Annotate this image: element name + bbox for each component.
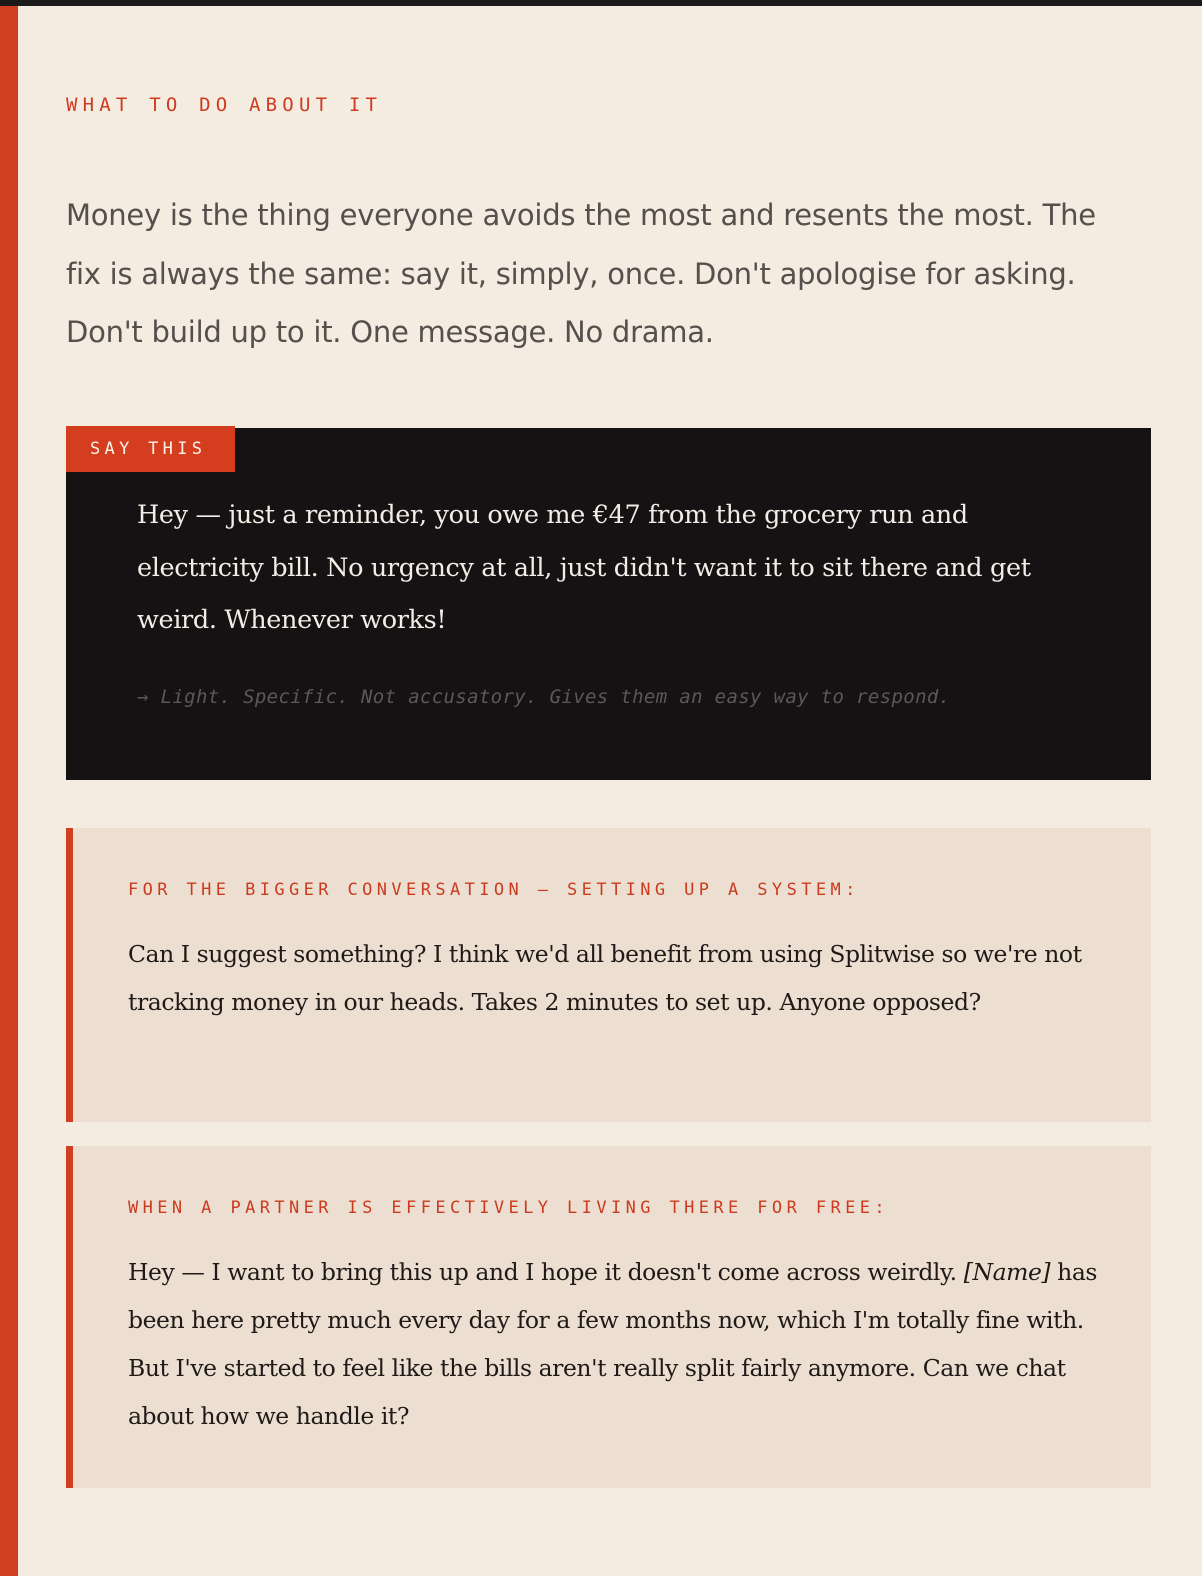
- section-label: WHAT TO DO ABOUT IT: [66, 94, 383, 116]
- say-this-note: → Light. Specific. Not accusatory. Gives them an easy way to respond.: [137, 686, 951, 708]
- card-text: [128, 1248, 1113, 1440]
- say-this-tag: SAY THIS: [66, 426, 235, 472]
- card-text-end: has been here pretty much every day for a few months now, which I'm totally fine with. But I've started to feel like the bills aren't really split fairly anymore. Can we chat about how we handle it?: [128, 1258, 1098, 1430]
- script-card-partner: [66, 1146, 1151, 1488]
- card-text-start: Hey — I want to bring this up and I hope it doesn't come across weirdly.: [128, 1258, 964, 1286]
- intro-paragraph: Money is the thing everyone avoids the most and resents the most. The fix is always the same: say it, simply, once. Don't apologise for asking. Don't build up to it. One message. No drama.: [66, 198, 1096, 349]
- card-label: WHEN A PARTNER IS EFFECTIVELY LIVING THERE FOR FREE:: [128, 1198, 890, 1218]
- script-card-system: [66, 828, 1151, 1122]
- say-this-box: [66, 428, 1151, 780]
- left-accent-bar: [0, 6, 18, 1576]
- card-label: FOR THE BIGGER CONVERSATION — SETTING UP A SYSTEM:: [128, 880, 860, 900]
- say-this-message: Hey — just a reminder, you owe me €47 from the grocery run and electricity bill. No urgency at all, just didn't want it to sit there and get weird. Whenever works!: [137, 500, 1031, 635]
- top-divider: [0, 0, 1202, 6]
- card-text: Can I suggest something? I think we'd all benefit from using Splitwise so we're not tracking money in our heads. Takes 2 minutes to set up. Anyone opposed?: [128, 940, 1082, 1016]
- name-placeholder: [Name]: [963, 1258, 1051, 1286]
